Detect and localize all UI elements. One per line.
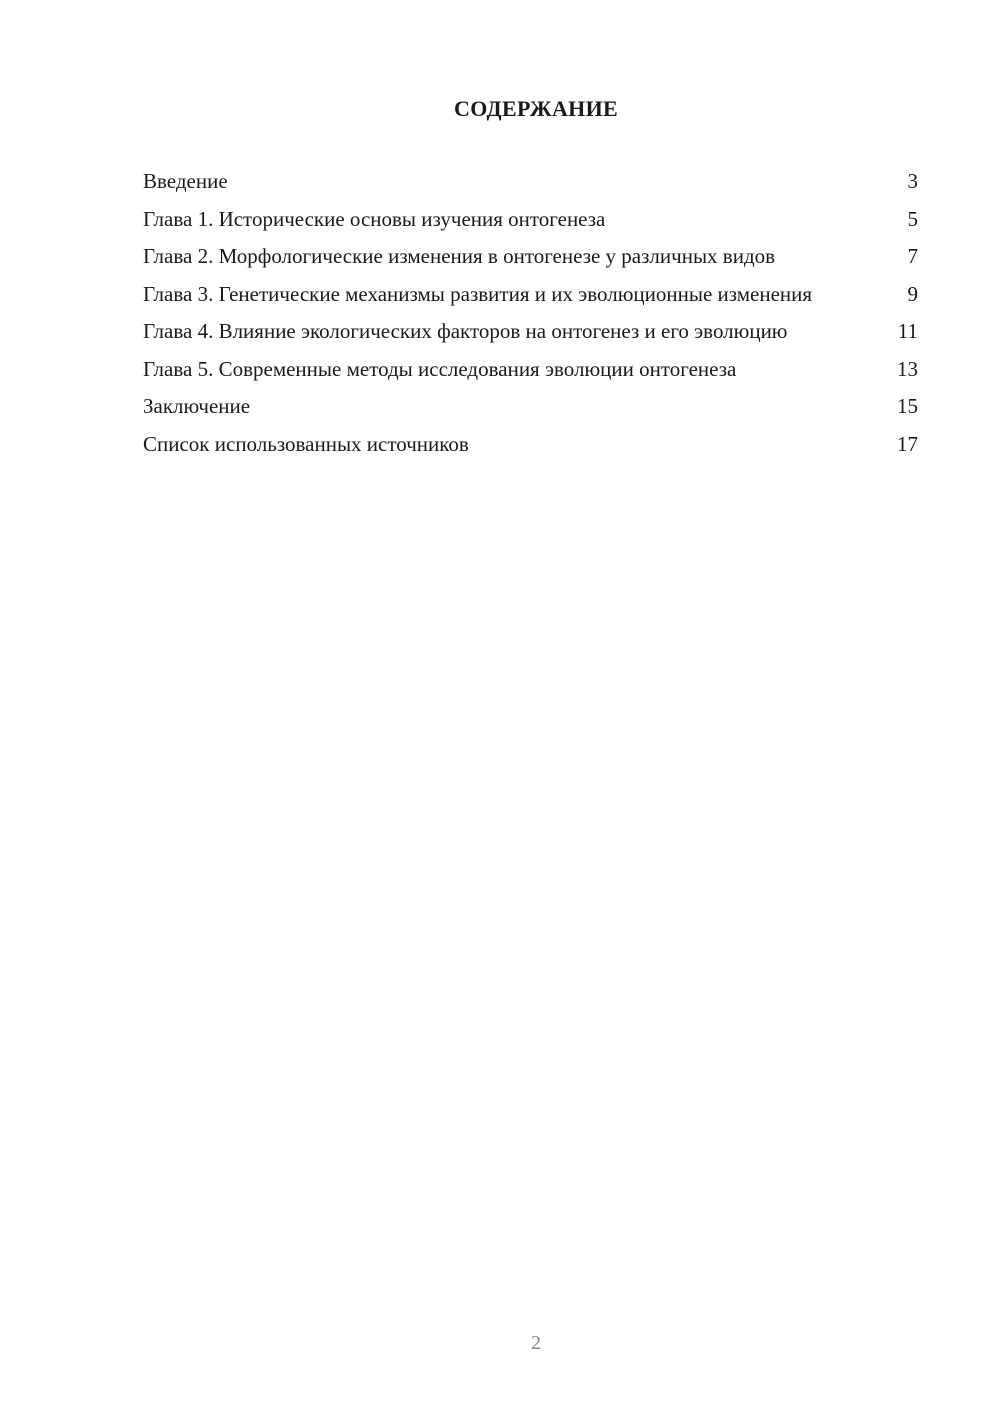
- toc-entry-page: 7: [907, 244, 918, 268]
- toc-entry-title: Заключение: [143, 394, 251, 418]
- toc-title: СОДЕРЖАНИЕ: [454, 96, 618, 121]
- toc-entry-title: Список использованных источников: [143, 431, 469, 456]
- toc-entry-page: 11: [897, 319, 918, 343]
- toc-list: [143, 168, 918, 468]
- toc-entry: [143, 393, 918, 420]
- toc-entry-page: 3: [907, 169, 918, 193]
- toc-entry-title: Глава 4. Влияние экологических факторов на онтогенез и его эволюцию: [143, 319, 788, 343]
- toc-entry: [143, 243, 918, 270]
- toc-entry: [143, 431, 918, 458]
- toc-entry-title: Глава 1. Исторические основы изучения онтогенеза: [143, 206, 606, 231]
- toc-entry-page: 5: [907, 206, 918, 231]
- page-number: 2: [531, 1332, 541, 1354]
- toc-entry-title: Глава 2. Морфологические изменения в онтогенезе у различных видов: [143, 244, 776, 268]
- toc-entry-title: Глава 3. Генетические механизмы развития и их эволюционные изменения: [143, 281, 813, 306]
- toc-entry-page: 15: [897, 394, 918, 418]
- toc-entry: [143, 356, 918, 383]
- toc-entry-page: 17: [897, 431, 918, 456]
- toc-entry-title: Введение: [143, 169, 228, 193]
- toc-entry: [143, 281, 918, 308]
- toc-entry-title: Глава 5. Современные методы исследования эволюции онтогенеза: [143, 356, 737, 381]
- toc-entry-page: 9: [907, 281, 918, 306]
- toc-entry: [143, 318, 918, 345]
- toc-entry: [143, 206, 918, 233]
- toc-entry-page: 13: [897, 356, 918, 381]
- toc-entry: [143, 168, 918, 195]
